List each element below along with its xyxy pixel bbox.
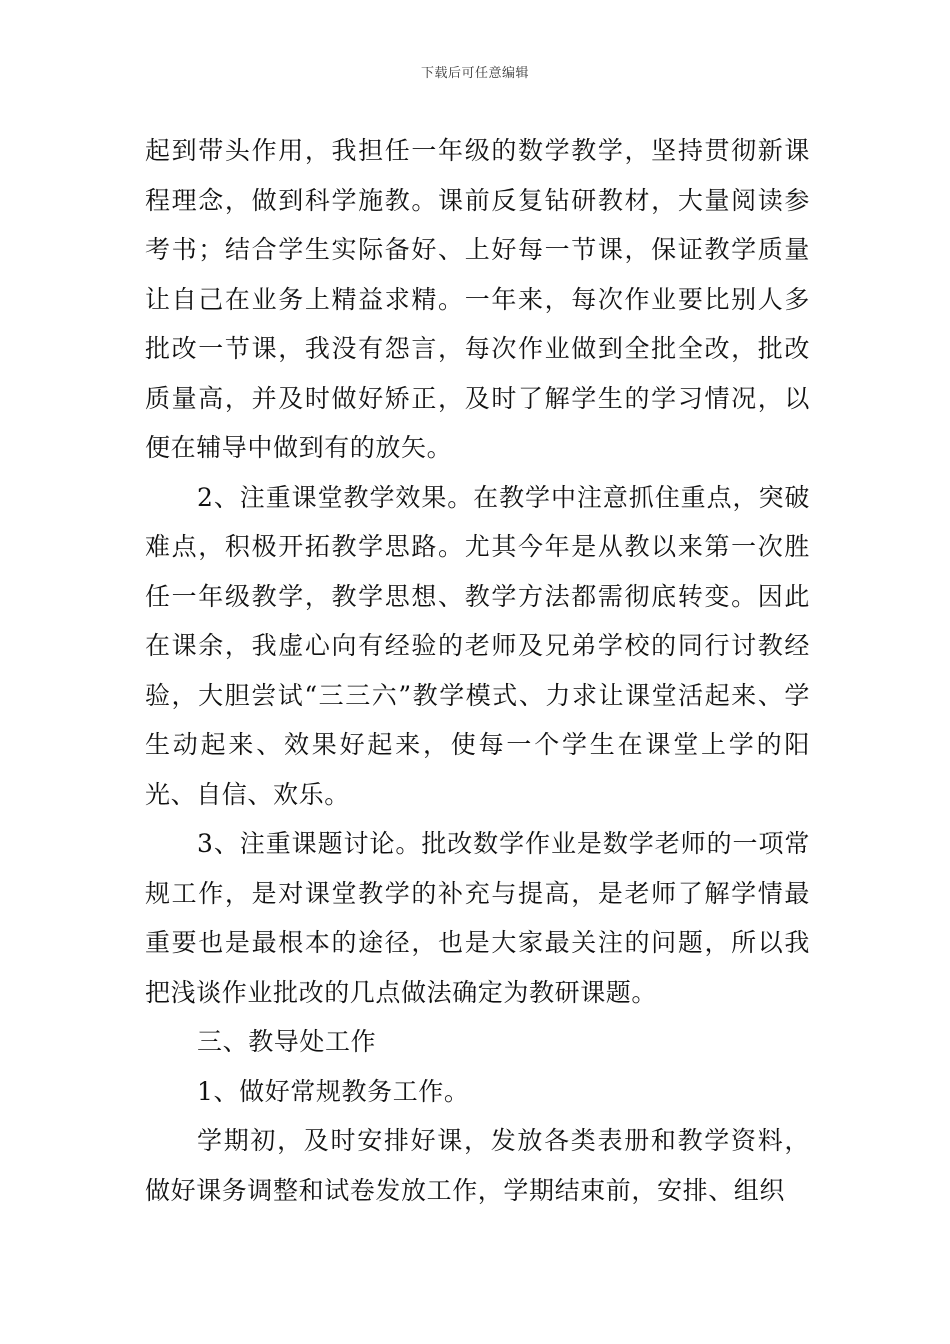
paragraph-continuation: 起到带头作用，我担任一年级的数学教学，坚持贯彻新课程理念，做到科学施教。课前反复钻研教材，大量阅读参考书；结合学生实际备好、上好每一节课，保证教学质量让自己在业务上精益求精。一年来，每次作业要比别人多批改一节课，我没有怨言，每次作业做到全批全改，批改质量高，并及时做好矫正，及时了解学生的学习情况，以便在辅导中做到有的放矢。 [145, 136, 810, 462]
paragraph-classroom-effect: 2、注重课堂教学效果。在教学中注意抓住重点，突破难点，积极开拓教学思路。尤其今年是从教以来第一次胜任一年级教学，教学思想、教学方法都需彻底转变。因此在课余，我虚心向有经验的老师及兄弟学校的同行讨教经验，大胆尝试“三三六”教学模式、力求让课堂活起来、学生动起来、效果好起来，使每一个学生在课堂上学的阳光、自信、欢乐。 [145, 482, 810, 809]
paragraph-research-topic: 3、注重课题讨论。批改数学作业是数学老师的一项常规工作，是对课堂教学的补充与提高，是老师了解学情最重要也是最根本的途径，也是大家最关注的问题，所以我把浅谈作业批改的几点做法确定为教研课题。 [145, 829, 810, 1007]
subheading-routine-affairs: 1、做好常规教务工作。 [197, 1076, 470, 1106]
document-body [145, 126, 810, 1215]
section-heading-academic-office: 三、教导处工作 [197, 1027, 377, 1056]
paragraph-semester-work: 学期初，及时安排好课，发放各类表册和教学资料，做好课务调整和试卷发放工作，学期结束前，安排、组织 [145, 1126, 810, 1205]
page-header-note: 下载后可任意编辑 [420, 66, 529, 81]
